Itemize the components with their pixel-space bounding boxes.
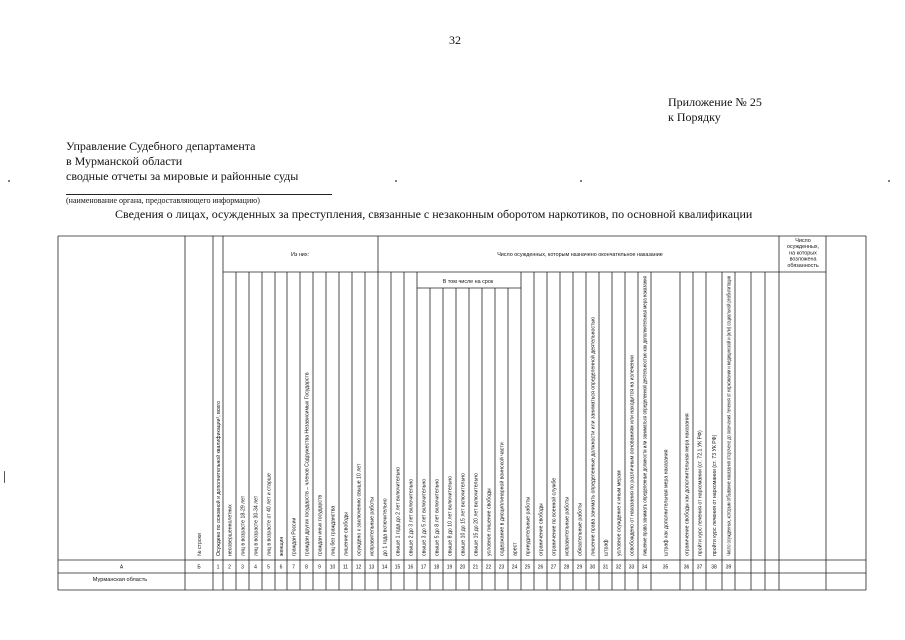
column-number: 35 (662, 564, 669, 571)
column-label: содержание в дисциплинарной воинской части (499, 442, 506, 556)
organization-line-3: сводные отчеты за мировые и районные суды (66, 169, 299, 183)
obligation-header-line: Число (795, 238, 811, 244)
column-number-a: А (119, 564, 124, 571)
column-number: 8 (305, 564, 308, 571)
column-number: 16 (407, 564, 414, 571)
column-numbers (120, 565, 732, 571)
column-label: свыше 3 до 5 лет включительно (421, 478, 428, 556)
report-title: Сведения о лицах, осужденных за преступления, связанные с незаконным оборотом наркотиков, по основной квалификации (115, 207, 753, 221)
column-label: лиц в возрасте 18-29 лет (240, 495, 247, 556)
column-label: граждан иных государств (317, 494, 324, 556)
group-header-including-term: В том числе на срок (442, 279, 494, 285)
column-number: 13 (368, 564, 375, 571)
column-label: свыше 15 до 20 лет включительно (473, 473, 480, 556)
organization-line-2: в Мурманской области (66, 154, 183, 168)
column-label: лиц в возрасте от 40 лет и старше (266, 473, 273, 556)
column-number: 39 (725, 564, 732, 571)
column-number: 26 (537, 564, 544, 571)
column-label: пройти курс лечения от наркомании (ст. 72.1 УК РФ) (697, 430, 704, 556)
column-label: свыше 8 до 10 лет включительно (447, 475, 454, 556)
column-label: ограничение свободы (538, 503, 545, 556)
column-label: лишение права занимать определенные должности или заниматься определенной деятельностью (590, 317, 597, 556)
column-label: лишение свободы (343, 512, 350, 556)
column-number: 19 (446, 564, 453, 571)
column-number: 6 (279, 564, 283, 571)
column-label: лиц без гражданства (330, 505, 337, 556)
obligation-header-line: обязанность (787, 262, 819, 269)
column-label: до 1 года включительно (382, 498, 389, 556)
column-label: штраф как дополнительная мера наказания (663, 449, 670, 556)
group-header-obligation (787, 238, 820, 269)
column-number: 14 (381, 564, 388, 571)
column-number: Б (197, 564, 201, 571)
column-label: арест (512, 542, 519, 556)
column-label: Осуждено по основной и дополнительной квалификации¹, всего (215, 401, 222, 556)
page-number: 32 (449, 33, 461, 47)
column-label: принудительные работы (525, 496, 532, 556)
column-number: 31 (602, 564, 609, 571)
column-number: 33 (628, 564, 635, 571)
column-number: 3 (241, 564, 244, 571)
organization-line-1: Управление Судебного департамента (66, 139, 256, 153)
row-label-murmansk: Мурманская область (92, 577, 148, 583)
column-label: штраф (603, 539, 610, 556)
column-number: 4 (254, 564, 257, 571)
column-label: условное лишение свободы (486, 488, 493, 556)
column-label: исправительные работы (369, 496, 376, 556)
column-number: 28 (563, 564, 570, 571)
column-label: свыше 5 до 8 лет включительно (434, 478, 441, 556)
organization-caption: (наименование органа, предоставляющего информацию) (66, 196, 260, 205)
obligation-header-line: осужденных, (786, 244, 820, 251)
column-number: 7 (292, 564, 295, 571)
column-number: 23 (498, 564, 505, 571)
column-label: несовершеннолетних (227, 504, 234, 556)
column-number: 5 (267, 564, 270, 571)
column-label: женщин (278, 536, 285, 556)
column-number: 22 (485, 564, 492, 571)
column-label: свыше 2 до 3 лет включительно (408, 478, 415, 556)
column-number: 12 (355, 564, 362, 571)
column-label: ограничение свободы как дополнительная мера наказания (684, 413, 691, 556)
group-header-of-them: Из них: (290, 252, 310, 258)
column-number: 36 (683, 564, 690, 571)
column-number: 20 (459, 564, 466, 571)
column-number: 30 (589, 564, 596, 571)
column-number: 24 (511, 564, 518, 571)
column-label: Число осужденных, которым отбывание наказания отсрочено до окончания лечения от наркомании и медицинской и (или) социальной реабилитации (726, 193, 733, 556)
column-number: 38 (711, 564, 717, 571)
column-number: 17 (420, 564, 427, 571)
obligation-header-line: на которых (789, 250, 817, 257)
column-label: условное осуждение к иным мерам (616, 470, 623, 556)
column-number: 21 (472, 564, 479, 571)
column-label: освобождено от наказания по различным основаниям или находится на излечении (629, 355, 636, 556)
column-label: свыше 1 года до 2 лет включительно (395, 466, 402, 556)
column-label: обязательные работы (577, 503, 584, 556)
column-number: 25 (524, 564, 531, 571)
appendix-title: Приложение № 25 (668, 95, 762, 109)
column-label: пройти курс лечения от наркомании (ст. 73 УК РФ) (711, 434, 718, 556)
column-number: 37 (696, 564, 703, 571)
column-number: 27 (550, 564, 557, 571)
column-label: граждан других государств – членов Содружества Независимых Государств (304, 372, 311, 556)
column-number: 11 (342, 564, 349, 571)
column-label: лишение права занимать определенные должности или заниматься определенной деятельностью как дополнительная мера наказания (642, 227, 649, 556)
column-number: 32 (615, 564, 622, 571)
column-label: ограничение по военной службе (551, 477, 558, 556)
column-number: 2 (228, 564, 231, 571)
column-number: 1 (216, 564, 220, 571)
column-label: исправительные работы (564, 496, 571, 556)
column-number: 29 (576, 564, 583, 571)
column-number: 18 (433, 564, 440, 571)
column-number: 9 (318, 564, 321, 571)
column-label: граждан России (291, 517, 298, 556)
group-header-final-punishment: Число осужденных, которым назначено окончательное наказание (497, 252, 663, 258)
column-number: 10 (329, 564, 336, 571)
column-label: № строки (196, 533, 203, 556)
column-number: 15 (394, 564, 401, 571)
column-label: лиц в возрасте 30-34 лет (253, 495, 260, 556)
appendix-subtitle: к Порядку (668, 110, 721, 124)
obligation-header-line: возложена (789, 256, 817, 263)
column-label: свыше 10 до 15 лет включительно (460, 473, 467, 556)
column-number: 34 (641, 564, 648, 571)
column-label: осуждено к заключению свыше 10 лет (356, 463, 363, 556)
